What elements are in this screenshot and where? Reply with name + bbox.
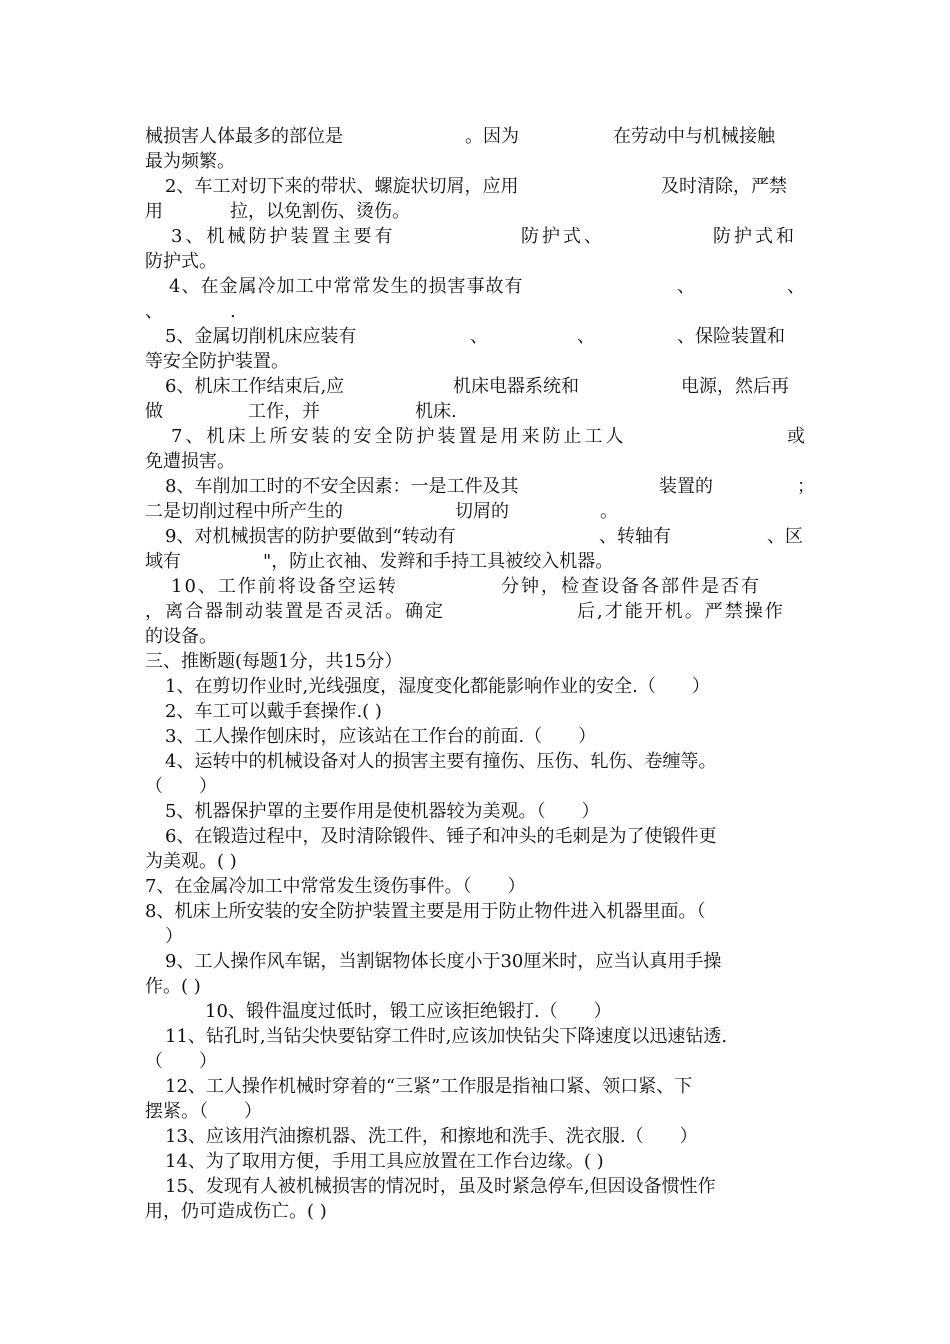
blank-question-5-line-2 (145, 349, 810, 374)
judgment-item-11-line-2 (145, 1049, 810, 1074)
judgment-item-4-line-1 (145, 749, 810, 774)
blank-question-1-line-2 (145, 149, 810, 174)
heading-text: 三、推断题(每题1分，共15分） (145, 651, 403, 672)
text-segment: 防护式、 (521, 226, 605, 247)
text-segment: 4、在金属冷加工中常常发生的损害事故有 (169, 276, 524, 297)
blank-question-3-line-2 (145, 249, 810, 274)
text-segment: 、区 (767, 526, 803, 547)
text-segment: 用 (145, 201, 163, 222)
blank-question-10-line-2 (145, 599, 810, 624)
text-segment: 防护式和 (713, 226, 797, 247)
judgment-item-7 (145, 874, 810, 899)
item-text: 8、机床上所安装的安全防护装置主要是用于防止物件进入机器里面。（ (145, 901, 706, 922)
judgment-item-8-line-2 (145, 924, 810, 949)
blank-question-9-line-1 (145, 524, 810, 549)
judgment-item-12-line-2 (145, 1099, 810, 1124)
text-segment: 后,才能开机。严禁操作 (577, 601, 785, 622)
text-segment: 8、车削加工时的不安全因素：一是工件及其 (165, 476, 519, 497)
judgment-section-heading (145, 649, 810, 674)
item-text: 3、工人操作刨床时，应该站在工作台的前面.（ ） (165, 726, 597, 747)
text-segment: 、 (470, 326, 488, 347)
text-segment: 2、车工对切下来的带状、螺旋状切屑，应用 (165, 176, 519, 197)
item-text: 11、钻孔时,当钻尖快要钻穿工件时,应该加快钻尖下降速度以迅速钻透. (165, 1026, 728, 1047)
judgment-item-4-line-2 (145, 774, 810, 799)
judgment-item-14 (145, 1149, 810, 1174)
text-segment: 及时清除，严禁 (661, 176, 787, 197)
judgment-item-3 (145, 724, 810, 749)
text-segment: 9、对机械损害的防护要做到“转动有 (165, 526, 456, 547)
item-text: 2、车工可以戴手套操作.( ) (165, 701, 382, 722)
item-text: 摆紧。（ ） (145, 1101, 262, 1122)
text-segment: 域有 (145, 551, 181, 572)
judgment-item-12-line-1 (145, 1074, 810, 1099)
judgment-item-1 (145, 674, 810, 699)
judgment-item-15-line-1 (145, 1174, 810, 1199)
text-segment: 免遭损害。 (145, 451, 235, 472)
text-segment: 、 (145, 301, 163, 322)
blank-question-9-line-2 (145, 549, 810, 574)
blank-question-6-line-2 (145, 399, 810, 424)
text-segment: 切屑的 (455, 501, 509, 522)
item-text: 12、工人操作机械时穿着的“三紧”工作服是指袖口紧、领口紧、下 (165, 1076, 693, 1097)
text-segment: 机床电器系统和 (453, 376, 579, 397)
text-segment: 电源，然后再 (681, 376, 789, 397)
item-text: 1、在剪切作业时,光线强度，湿度变化都能影响作业的安全.（ ） (165, 676, 710, 697)
text-segment: 防护式。 (145, 251, 217, 272)
text-segment: 3、机械防护装置主要有 (171, 226, 396, 247)
text-segment: 、保险装置和 (677, 326, 785, 347)
text-segment: 、 (677, 276, 695, 297)
text-segment: "，防止衣袖、发辫和手持工具被绞入机器。 (263, 551, 614, 572)
blank-question-6-line-1 (145, 374, 810, 399)
blank-question-5-line-1 (145, 324, 810, 349)
text-segment: 、 (787, 276, 805, 297)
text-segment: 工作，并 (248, 401, 320, 422)
text-segment: ，离合器制动装置是否灵活。确定 (145, 601, 445, 622)
item-text: 用，仍可造成伤亡。( ) (145, 1201, 327, 1222)
text-segment: 械损害人体最多的部位是 (145, 126, 343, 147)
item-text: 14、为了取用方便，手用工具应放置在工作台边缘。( ) (165, 1151, 604, 1172)
judgment-item-13 (145, 1124, 810, 1149)
judgment-item-9-line-2 (145, 974, 810, 999)
blank-question-8-line-1 (145, 474, 815, 499)
judgment-item-11-line-1 (145, 1024, 810, 1049)
text-segment: 5、金属切削机床应装有 (165, 326, 357, 347)
item-text: 5、机器保护罩的主要作用是使机器较为美观。（ ） (165, 801, 600, 822)
text-segment: 或 (787, 426, 805, 447)
item-text: 7、在金属冷加工中常常发生烫伤事件。（ ） (145, 876, 526, 897)
text-segment: . (230, 301, 236, 322)
blank-question-2-line-2 (145, 199, 810, 224)
item-text: 为美观。( ) (145, 851, 237, 872)
blank-question-4-line-1 (145, 274, 810, 299)
text-segment: 。因为 (465, 126, 519, 147)
judgment-item-5 (145, 799, 810, 824)
judgment-item-9-line-1 (145, 949, 810, 974)
judgment-item-8-line-1 (145, 899, 810, 924)
item-text: 4、运转中的机械设备对人的损害主要有撞伤、压伤、轧伤、卷缠等。 (165, 751, 717, 772)
item-text: 作。( ) (145, 976, 201, 997)
item-text: 15、发现有人被机械损害的情况时，虽及时紧急停车,但因设备惯性作 (165, 1176, 716, 1197)
text-segment: 。 (600, 501, 618, 522)
blank-question-10-line-1 (145, 574, 810, 599)
text-segment: 等安全防护装置。 (145, 351, 289, 372)
item-text: 13、应该用汽油擦机器、洗工件，和擦地和洗手、洗衣服.（ ） (165, 1126, 698, 1147)
text-segment: 10、工作前将设备空运转 (171, 576, 398, 597)
text-segment: ； (797, 476, 815, 497)
item-text: （ ） (145, 776, 217, 797)
text-segment: 分钟，检查设备各部件是否有 (501, 576, 761, 597)
text-segment: 二是切削过程中所产生的 (145, 501, 343, 522)
blank-question-2-line-1 (145, 174, 810, 199)
item-text: 9、工人操作风车锯，当割锯物体长度小于30厘米时，应当认真用手操 (165, 951, 722, 972)
text-segment: 、转轴有 (599, 526, 671, 547)
blank-question-7-line-1 (145, 424, 810, 449)
item-text: ） (165, 926, 183, 947)
judgment-item-6-line-1 (145, 824, 810, 849)
judgment-item-2 (145, 699, 810, 724)
blank-question-4-line-2 (145, 299, 810, 324)
text-segment: 装置的 (659, 476, 713, 497)
text-segment: 拉，以免割伤、烫伤。 (230, 201, 410, 222)
judgment-item-10 (145, 999, 810, 1024)
blank-question-1-line-1 (145, 124, 810, 149)
item-text: 10、锻件温度过低时，锻工应该拒绝锻打.（ ） (205, 1001, 612, 1022)
text-segment: 、 (577, 326, 595, 347)
blank-question-10-line-3 (145, 624, 810, 649)
blank-question-3-line-1 (145, 224, 810, 249)
item-text: （ ） (145, 1051, 217, 1072)
text-segment: 最为频繁。 (145, 151, 235, 172)
text-segment: 7、机床上所安装的安全防护装置是用来防止工人 (171, 426, 627, 447)
blank-question-7-line-2 (145, 449, 810, 474)
text-segment: 的设备。 (145, 626, 217, 647)
text-segment: 在劳动中与机械接触 (613, 126, 775, 147)
text-segment: 做 (145, 401, 163, 422)
text-segment: 机床. (415, 401, 457, 422)
item-text: 6、在锻造过程中，及时清除锻件、锤子和冲头的毛刺是为了使锻件更 (165, 826, 717, 847)
blank-question-8-line-2 (145, 499, 810, 524)
judgment-item-6-line-2 (145, 849, 810, 874)
text-segment: 6、机床工作结束后,应 (165, 376, 345, 397)
judgment-item-15-line-2 (145, 1199, 810, 1224)
